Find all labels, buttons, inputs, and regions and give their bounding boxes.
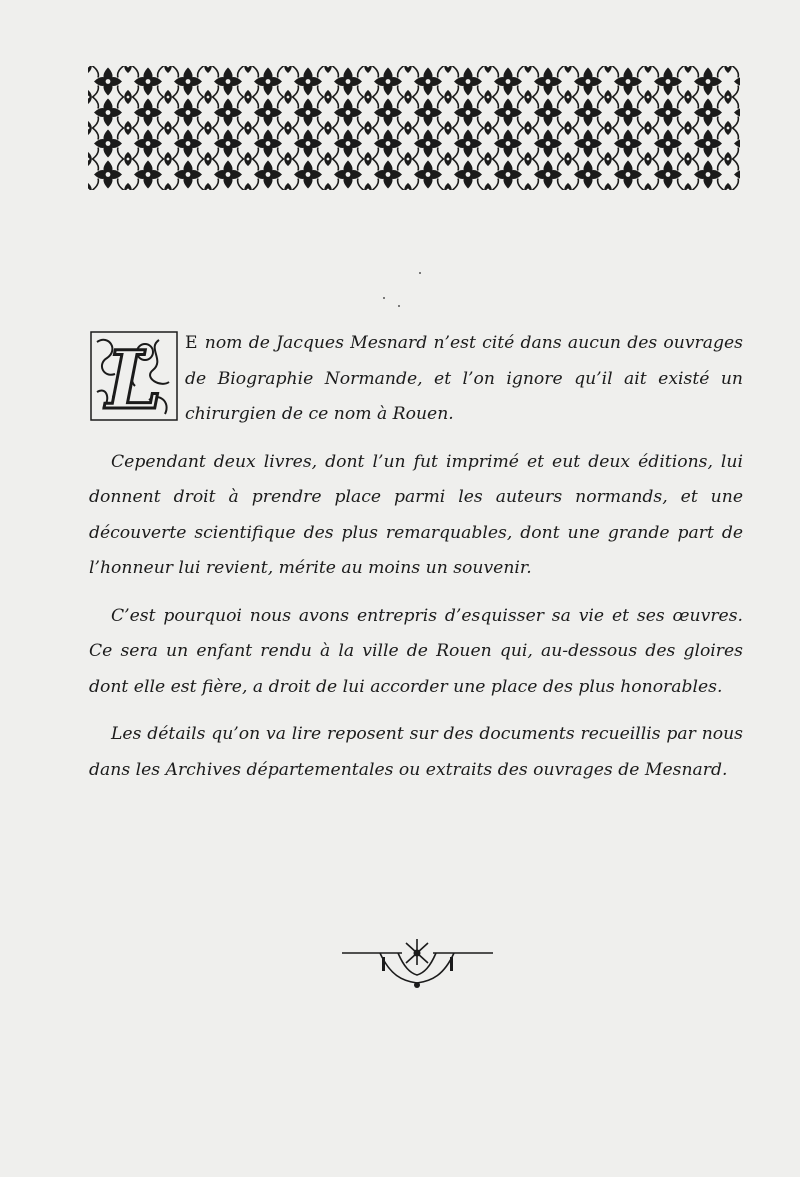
decorated-initial (89, 330, 179, 422)
tailpiece-ornament (340, 935, 495, 991)
paragraph-1 (89, 326, 743, 433)
paragraph-1-text: nom de Jacques Mesnard n’est cité dans aucun des ouvrages de Biographie Normande, et l’on ignore qu’il ait existé un chirurgien de ce nom à Rouen. (185, 333, 743, 424)
paragraph-3: C’est pourquoi nous avons entrepris d’esquisser sa vie et ses œuvres. Ce sera un enfant rendu à la ville de Rouen qui, au-dessous des gloires dont elle est fière, a droit de lui accorder une place des plus honorables. (89, 605, 743, 697)
print-speck (398, 305, 400, 307)
first-word-cap: E (185, 333, 199, 353)
print-speck (383, 297, 385, 299)
paragraph-4: Les détails qu’on va lire reposent sur des documents recueillis par nous dans les Archives départementales ou extraits des ouvrages de Mesnard. (89, 724, 743, 780)
paragraph-2: Cependant deux livres, dont l’un fut imprimé et eut deux éditions, lui donnent droit à prendre place parmi les auteurs normands, et une découverte scientifique des plus remarquables, dont une grande part de l’honneur lui revient, mérite au moins un souvenir. (89, 451, 743, 578)
print-speck (419, 272, 421, 274)
drop-cap-letter: L (105, 333, 163, 422)
floral-ornament-banner (88, 66, 740, 190)
body-text (89, 326, 743, 788)
